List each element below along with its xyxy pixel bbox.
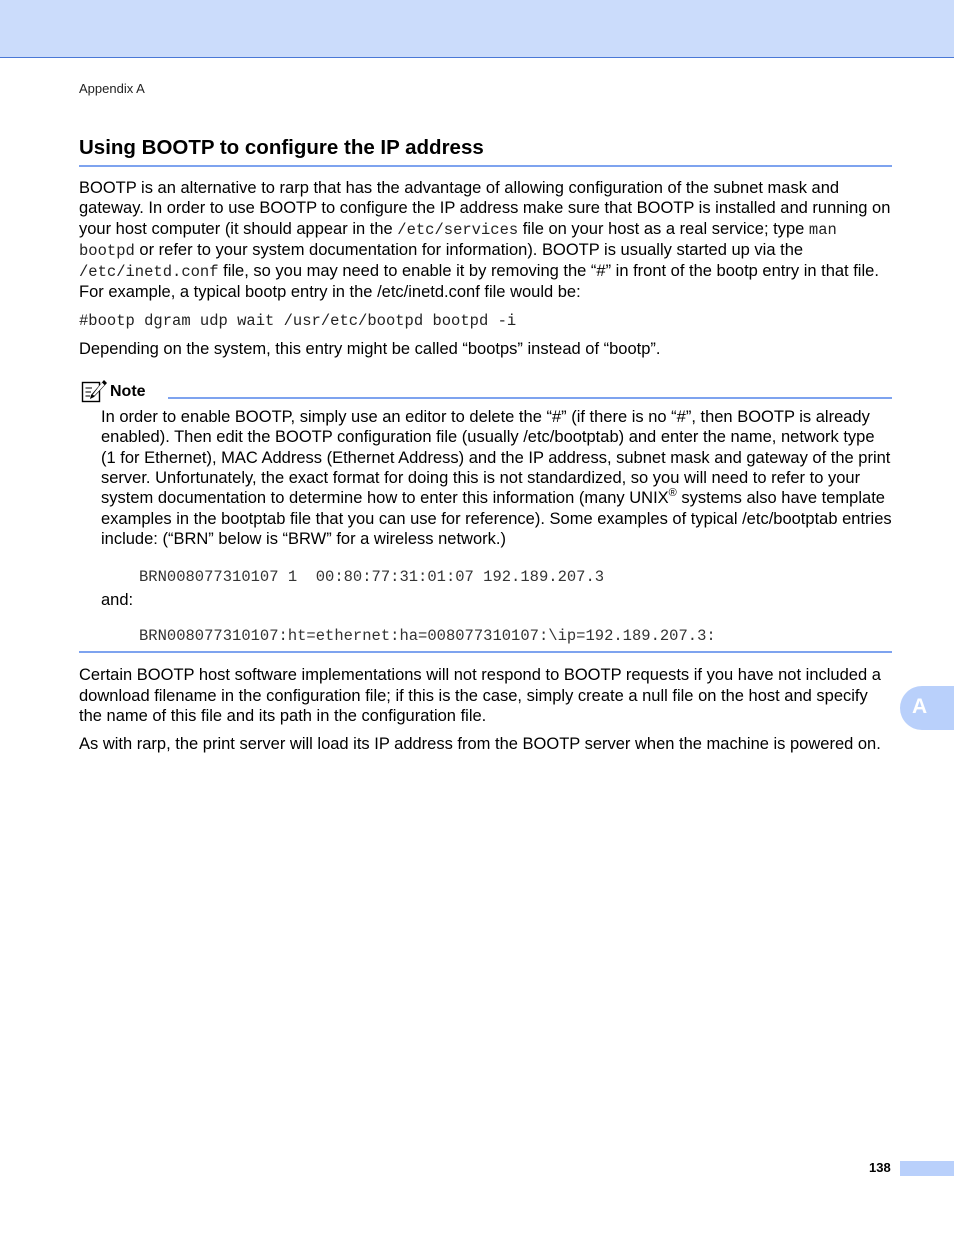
intro-text-1: BOOTP is an alternative to rarp that has the advantage of allowing configuration of the subnet mask and gateway. In order to use BOOTP to configure the IP address make sure that BOOTP is installed and running on your host computer (it should appear in the xyxy=(79,179,891,238)
paragraph-download-filename: Certain BOOTP host software implementations will not respond to BOOTP requests if you have not included a download filename in the configuration file; if this is the case, simply create a null file on the host and specify the name of this file and its path in the configuration file. xyxy=(79,666,881,726)
command-man-bootpd: man bootpd xyxy=(79,220,837,260)
paragraph-intro xyxy=(79,178,892,303)
page-number: 138 xyxy=(869,1160,891,1175)
paragraph-rarp: As with rarp, the print server will load its IP address from the BOOTP server when the machine is powered on. xyxy=(79,735,881,754)
note-text-a: In order to enable BOOTP, simply use an editor to delete the “#” (if there is no “#”, then BOOTP is already enabled). Then edit the BOOTP configuration file (usually /etc/bootptab) and enter the name, network type (1 for Ethernet), MAC Address (Ethernet Address) and the IP address, subnet mask and gateway of the print server. Unfortunately, the exact format for doing this is not standardized, so you will need to refer to your system documentation to determine how to enter this information (many UNIX xyxy=(101,408,891,508)
page-content xyxy=(79,134,892,755)
intro-text-2: file on your host as a real service; type xyxy=(518,219,809,238)
note-bottom-rule xyxy=(79,651,892,653)
section-title: Using BOOTP to configure the IP address xyxy=(79,134,892,167)
paragraph-bootps: Depending on the system, this entry might be called “bootps” instead of “bootp”. xyxy=(79,339,661,358)
code-bootp-entry: #bootp dgram udp wait /usr/etc/bootpd bootpd -i xyxy=(79,311,517,330)
note-label: Note xyxy=(110,383,146,401)
note-code-example-1: BRN008077310107 1 00:80:77:31:01:07 192.189.207.3 xyxy=(139,568,605,587)
note-header xyxy=(79,379,892,403)
page-number-bar xyxy=(900,1161,954,1176)
header-band xyxy=(0,0,954,58)
note-text-b: systems also have template examples in the bootptab file that you can use for reference). Some examples of typical /etc/bootptab entries include: (“BRN” below is “BRW” for a wireless network.) xyxy=(101,489,892,548)
note-code-example-2: BRN008077310107:ht=ethernet:ha=008077310107:\ip=192.189.207.3: xyxy=(139,627,716,646)
path-inetd-conf: /etc/inetd.conf xyxy=(79,263,219,282)
note-body xyxy=(101,407,892,549)
note-and: and: xyxy=(101,591,134,610)
intro-text-4: file, so you may need to enable it by removing the “#” in front of the bootp entry in that file. For example, a typical bootp entry in the /etc/inetd.conf file would be: xyxy=(79,262,879,302)
intro-text-3: or refer to your system documentation for information). BOOTP is usually started up via the xyxy=(134,240,804,259)
path-etc-services: /etc/services xyxy=(397,220,519,239)
side-tab-letter: A xyxy=(912,695,928,718)
note-top-rule xyxy=(168,397,892,399)
appendix-side-tab xyxy=(900,686,954,730)
registered-mark: ® xyxy=(668,487,677,500)
running-header: Appendix A xyxy=(79,81,145,96)
pencil-note-icon xyxy=(81,379,107,403)
note-paragraph xyxy=(101,407,892,549)
